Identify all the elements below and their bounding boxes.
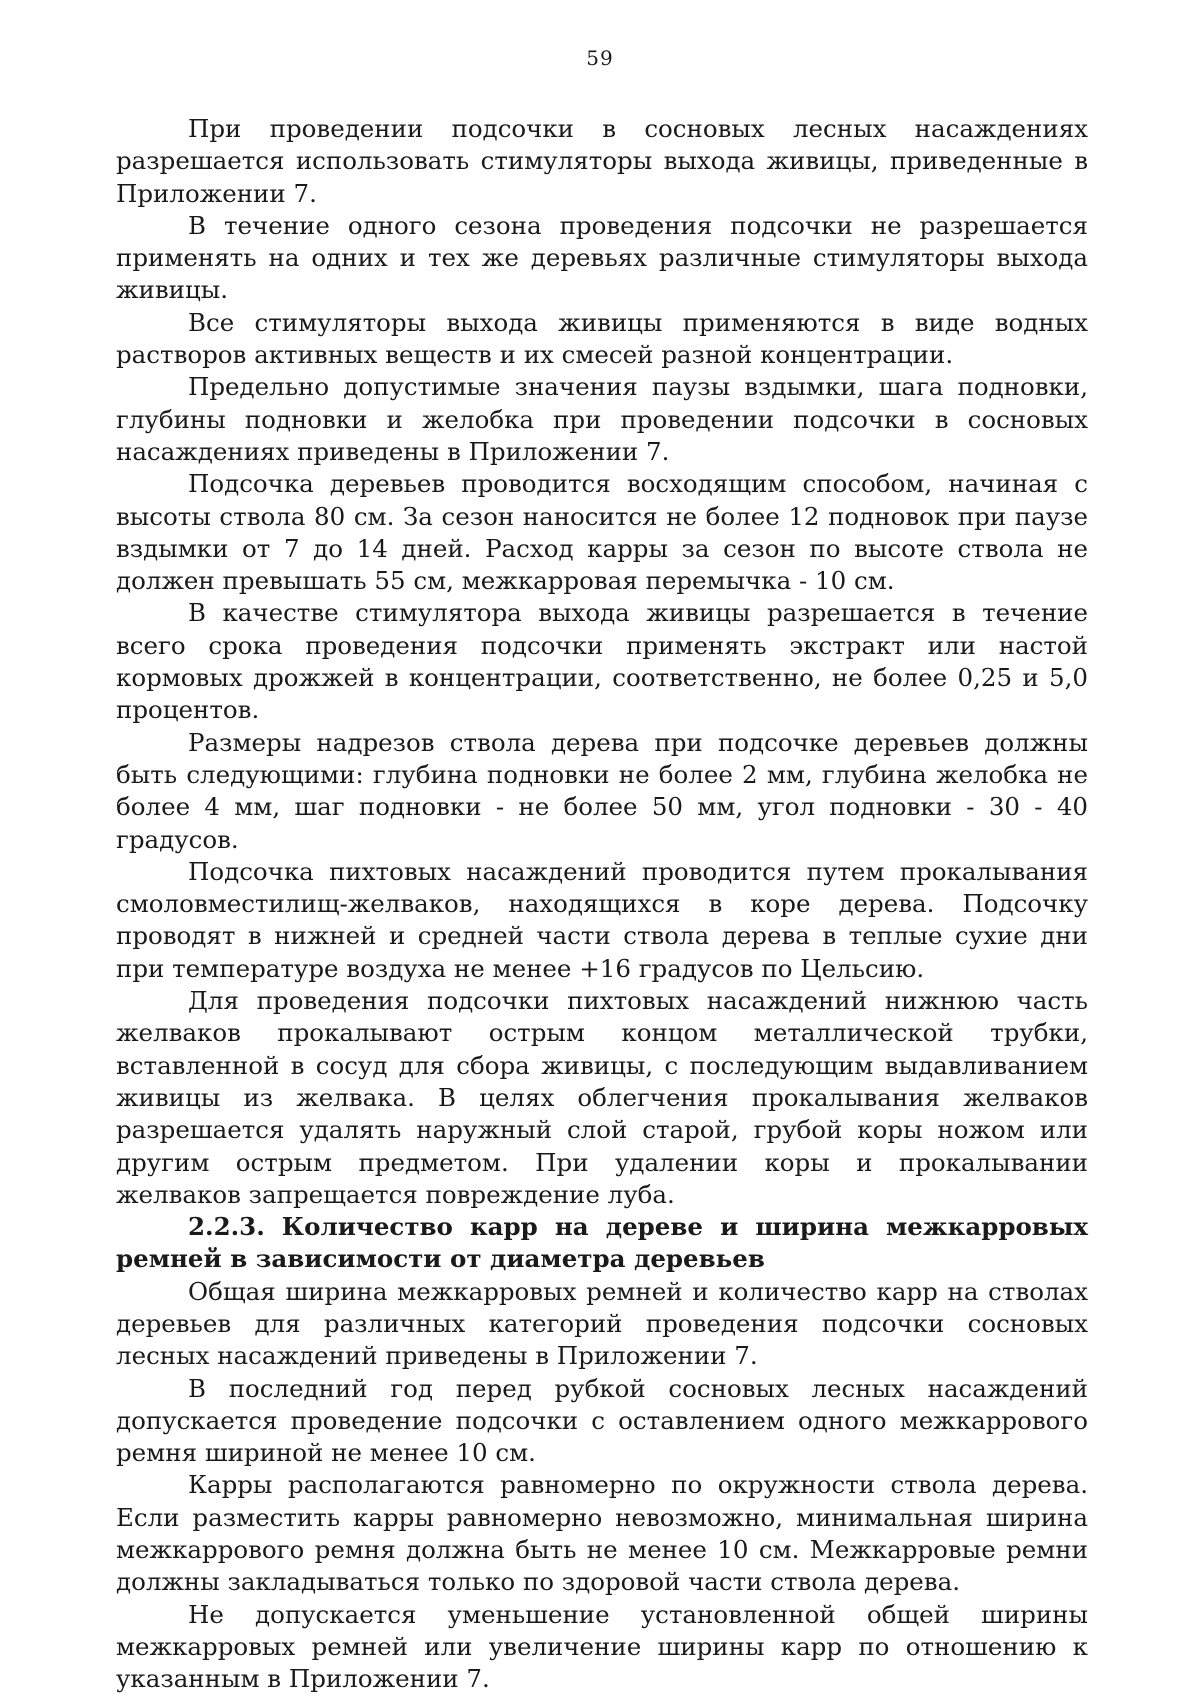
paragraph-belt-width: Общая ширина межкарровых ремней и количество карр на стволах деревьев для различных категорий проведения подсочки сосновых лесных насаждений приведены в Приложении 7. — [116, 1276, 1088, 1371]
paragraph-fir-procedure: Для проведения подсочки пихтовых насаждений нижнюю часть желваков прокалывают острым концом металлической трубки, вставленной в сосуд для сбора живицы, с последующим выдавливанием живицы из желвака. В целях облегчения прокалывания желваков разрешается удалять наружный слой старой, грубой коры ножом или другим острым предметом. При удалении коры и прокалывании желваков запрещается повреждение луба. — [116, 986, 1088, 1209]
document-body — [116, 113, 1088, 1696]
page-number: 59 — [586, 46, 614, 70]
paragraph-one-season-rule: В течение одного сезона проведения подсочки не разрешается применять на одних и тех же деревьях различные стимуляторы выхода живицы. — [116, 210, 1088, 305]
paragraph-limit-values: Предельно допустимые значения паузы вздымки, шага подновки, глубины подновки и желобка при проведении подсочки в сосновых насаждениях приведены в Приложении 7. — [116, 372, 1088, 466]
section-heading: 2.2.3. Количество карр на дереве и ширина межкарровых ремней в зависимости от диаметра деревьев — [116, 1212, 1088, 1274]
paragraph-even-distribution: Карры располагаются равномерно по окружности ствола дерева. Если разместить карры равномерно невозможно, минимальная ширина межкаррового ремня должна быть не менее 10 см. Межкарровые ремни должны закладываться только по здоровой части ствола дерева. — [116, 1470, 1088, 1597]
paragraph-stimulators-allowed: При проведении подсочки в сосновых лесных насаждениях разрешается использовать стимуляторы выхода живицы, приведенные в Приложении 7. — [116, 114, 1088, 208]
paragraph-yeast-extract: В качестве стимулятора выхода живицы разрешается в течение всего срока проведения подсочки применять экстракт или настой кормовых дрожжей в концентрации, соответственно, не более 0,25 и 5,0 процентов. — [116, 598, 1088, 725]
paragraph-no-reduction: Не допускается уменьшение установленной общей ширины межкарровых ремней или увеличение ширины карр по отношению к указанным в Приложении 7. — [116, 1599, 1088, 1694]
paragraph-last-year: В последний год перед рубкой сосновых лесных насаждений допускается проведение подсочки с оставлением одного межкаррового ремня шириной не менее 10 см. — [116, 1373, 1088, 1468]
paragraph-water-solutions: Все стимуляторы выхода живицы применяются в виде водных растворов активных веществ и их смесей разной концентрации. — [116, 307, 1088, 370]
paragraph-cut-dimensions: Размеры надрезов ствола дерева при подсочке деревьев должны быть следующими: глубина подновки не более 2 мм, глубина желобка не более 4 мм, шаг подновки - не более 50 мм, угол подновки - 30 - 40 градусов. — [116, 727, 1088, 854]
paragraph-fir-tapping: Подсочка пихтовых насаждений проводится путем прокалывания смоловместилищ-желваков, находящихся в коре дерева. Подсочку проводят в нижней и средней части ствола дерева в теплые сухие дни при температуре воздуха не менее +16 градусов по Цельсию. — [116, 856, 1088, 983]
paragraph-ascending-method: Подсочка деревьев проводится восходящим способом, начиная с высоты ствола 80 см. За сезон наносится не более 12 подновок при паузе вздымки от 7 до 14 дней. Расход карры за сезон по высоте ствола не должен превышать 55 см, межкарровая перемычка - 10 см. — [116, 469, 1088, 596]
